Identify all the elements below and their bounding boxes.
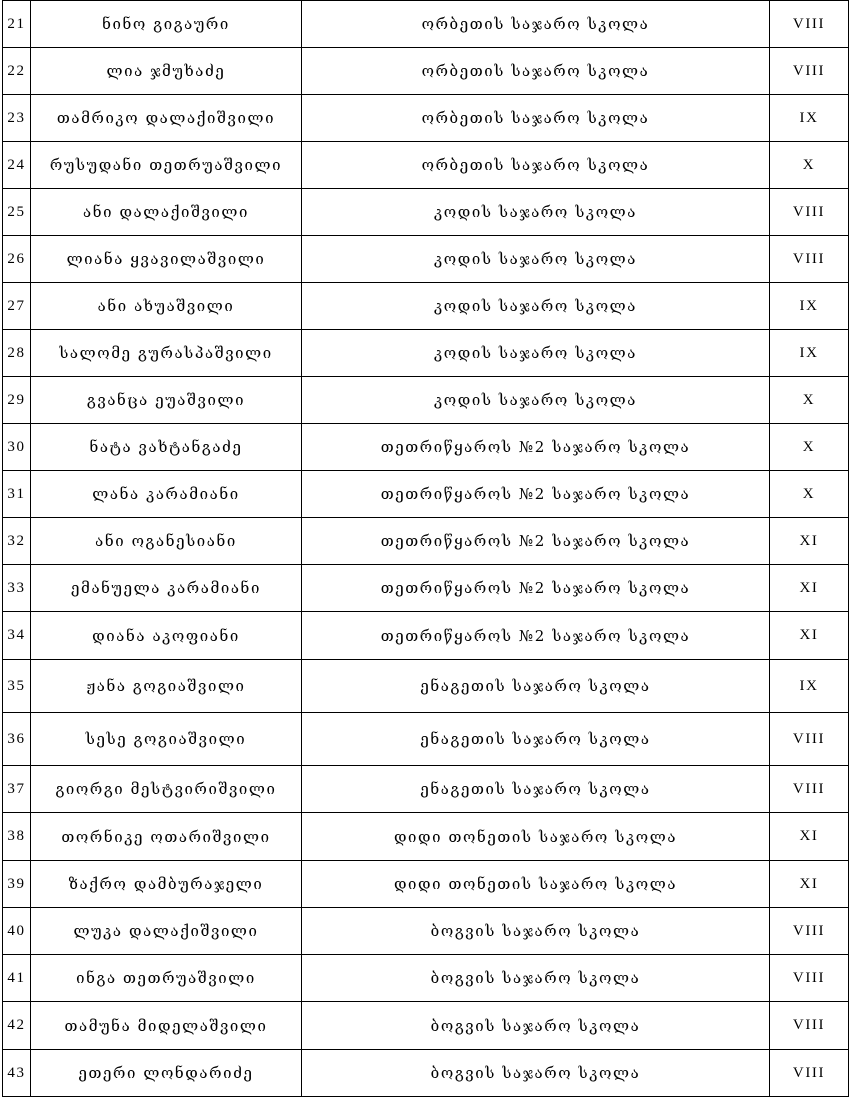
school-name: თეთრიწყაროს №2 საჯარო სკოლა <box>302 471 770 518</box>
row-number: 39 <box>3 861 31 908</box>
table-row <box>3 713 849 766</box>
grade: XI <box>770 518 849 565</box>
school-name: ენაგეთის საჯარო სკოლა <box>302 713 770 766</box>
row-number: 34 <box>3 612 31 660</box>
student-name: ინგა თეთრუაშვილი <box>31 955 302 1002</box>
student-name: ჟანა გოგიაშვილი <box>31 660 302 713</box>
student-name: ანი ოგანესიანი <box>31 518 302 565</box>
table-row <box>3 142 849 189</box>
grade: X <box>770 471 849 518</box>
row-number: 22 <box>3 48 31 95</box>
school-name: ბოგვის საჯარო სკოლა <box>302 1002 770 1050</box>
table-row <box>3 565 849 612</box>
grade: IX <box>770 660 849 713</box>
row-number: 33 <box>3 565 31 612</box>
table-row <box>3 861 849 908</box>
grade: XI <box>770 861 849 908</box>
table-row <box>3 189 849 236</box>
grade: VIII <box>770 1050 849 1097</box>
row-number: 24 <box>3 142 31 189</box>
table-row <box>3 1050 849 1097</box>
roster-body <box>3 1 849 1097</box>
row-number: 37 <box>3 766 31 813</box>
grade: IX <box>770 95 849 142</box>
grade: VIII <box>770 908 849 955</box>
grade: VIII <box>770 48 849 95</box>
school-name: ორბეთის საჯარო სკოლა <box>302 1 770 48</box>
row-number: 30 <box>3 424 31 471</box>
table-row <box>3 955 849 1002</box>
grade: XI <box>770 565 849 612</box>
grade: VIII <box>770 766 849 813</box>
table-row <box>3 283 849 330</box>
table-row <box>3 377 849 424</box>
student-name: სესე გოგიაშვილი <box>31 713 302 766</box>
school-name: კოდის საჯარო სკოლა <box>302 377 770 424</box>
table-row <box>3 612 849 660</box>
row-number: 40 <box>3 908 31 955</box>
student-name: გიორგი მესტვირიშვილი <box>31 766 302 813</box>
student-name: თორნიკე ოთარიშვილი <box>31 813 302 861</box>
student-name: თამუნა მიდელაშვილი <box>31 1002 302 1050</box>
table-row <box>3 660 849 713</box>
row-number: 21 <box>3 1 31 48</box>
grade: XI <box>770 612 849 660</box>
grade: X <box>770 377 849 424</box>
row-number: 41 <box>3 955 31 1002</box>
grade: VIII <box>770 955 849 1002</box>
row-number: 26 <box>3 236 31 283</box>
school-name: ორბეთის საჯარო სკოლა <box>302 48 770 95</box>
table-row <box>3 766 849 813</box>
school-name: დიდი თონეთის საჯარო სკოლა <box>302 813 770 861</box>
grade: VIII <box>770 1 849 48</box>
school-name: კოდის საჯარო სკოლა <box>302 330 770 377</box>
student-roster-table <box>2 0 849 1097</box>
grade: IX <box>770 283 849 330</box>
grade: XI <box>770 813 849 861</box>
student-name: რუსუდანი თეთრუაშვილი <box>31 142 302 189</box>
student-name: ლანა კარამიანი <box>31 471 302 518</box>
school-name: ბოგვის საჯარო სკოლა <box>302 908 770 955</box>
row-number: 28 <box>3 330 31 377</box>
school-name: კოდის საჯარო სკოლა <box>302 189 770 236</box>
row-number: 36 <box>3 713 31 766</box>
row-number: 23 <box>3 95 31 142</box>
student-name: გვანცა ეუაშვილი <box>31 377 302 424</box>
table-row <box>3 1 849 48</box>
row-number: 32 <box>3 518 31 565</box>
student-name: ლია ჯმუხაძე <box>31 48 302 95</box>
grade: X <box>770 142 849 189</box>
row-number: 29 <box>3 377 31 424</box>
school-name: კოდის საჯარო სკოლა <box>302 283 770 330</box>
grade: X <box>770 424 849 471</box>
table-row <box>3 330 849 377</box>
table-row <box>3 236 849 283</box>
grade: VIII <box>770 1002 849 1050</box>
grade: IX <box>770 330 849 377</box>
table-row <box>3 471 849 518</box>
row-number: 25 <box>3 189 31 236</box>
table-row <box>3 424 849 471</box>
row-number: 35 <box>3 660 31 713</box>
table-row <box>3 518 849 565</box>
student-name: ეთერი ლონდარიძე <box>31 1050 302 1097</box>
school-name: დიდი თონეთის საჯარო სკოლა <box>302 861 770 908</box>
school-name: ორბეთის საჯარო სკოლა <box>302 142 770 189</box>
table-row <box>3 48 849 95</box>
school-name: ორბეთის საჯარო სკოლა <box>302 95 770 142</box>
school-name: კოდის საჯარო სკოლა <box>302 236 770 283</box>
school-name: ბოგვის საჯარო სკოლა <box>302 955 770 1002</box>
school-name: ენაგეთის საჯარო სკოლა <box>302 660 770 713</box>
row-number: 31 <box>3 471 31 518</box>
student-name: ლუკა დალაქიშვილი <box>31 908 302 955</box>
school-name: ბოგვის საჯარო სკოლა <box>302 1050 770 1097</box>
student-name: ზაქრო დამბურაჯელი <box>31 861 302 908</box>
school-name: თეთრიწყაროს №2 საჯარო სკოლა <box>302 612 770 660</box>
student-name: დიანა აკოფიანი <box>31 612 302 660</box>
table-row <box>3 908 849 955</box>
row-number: 27 <box>3 283 31 330</box>
row-number: 38 <box>3 813 31 861</box>
row-number: 43 <box>3 1050 31 1097</box>
student-name: ანი დალაქიშვილი <box>31 189 302 236</box>
school-name: თეთრიწყაროს №2 საჯარო სკოლა <box>302 565 770 612</box>
table-row <box>3 95 849 142</box>
school-name: ენაგეთის საჯარო სკოლა <box>302 766 770 813</box>
school-name: თეთრიწყაროს №2 საჯარო სკოლა <box>302 424 770 471</box>
student-name: ნინო გიგაური <box>31 1 302 48</box>
table-row <box>3 813 849 861</box>
student-name: სალომე გურასპაშვილი <box>31 330 302 377</box>
student-name: ემანუელა კარამიანი <box>31 565 302 612</box>
student-name: ლიანა ყვავილაშვილი <box>31 236 302 283</box>
student-name: თამრიკო დალაქიშვილი <box>31 95 302 142</box>
student-name: ნატა ვახტანგაძე <box>31 424 302 471</box>
table-row <box>3 1002 849 1050</box>
school-name: თეთრიწყაროს №2 საჯარო სკოლა <box>302 518 770 565</box>
row-number: 42 <box>3 1002 31 1050</box>
grade: VIII <box>770 713 849 766</box>
grade: VIII <box>770 236 849 283</box>
grade: VIII <box>770 189 849 236</box>
student-name: ანი ახუაშვილი <box>31 283 302 330</box>
